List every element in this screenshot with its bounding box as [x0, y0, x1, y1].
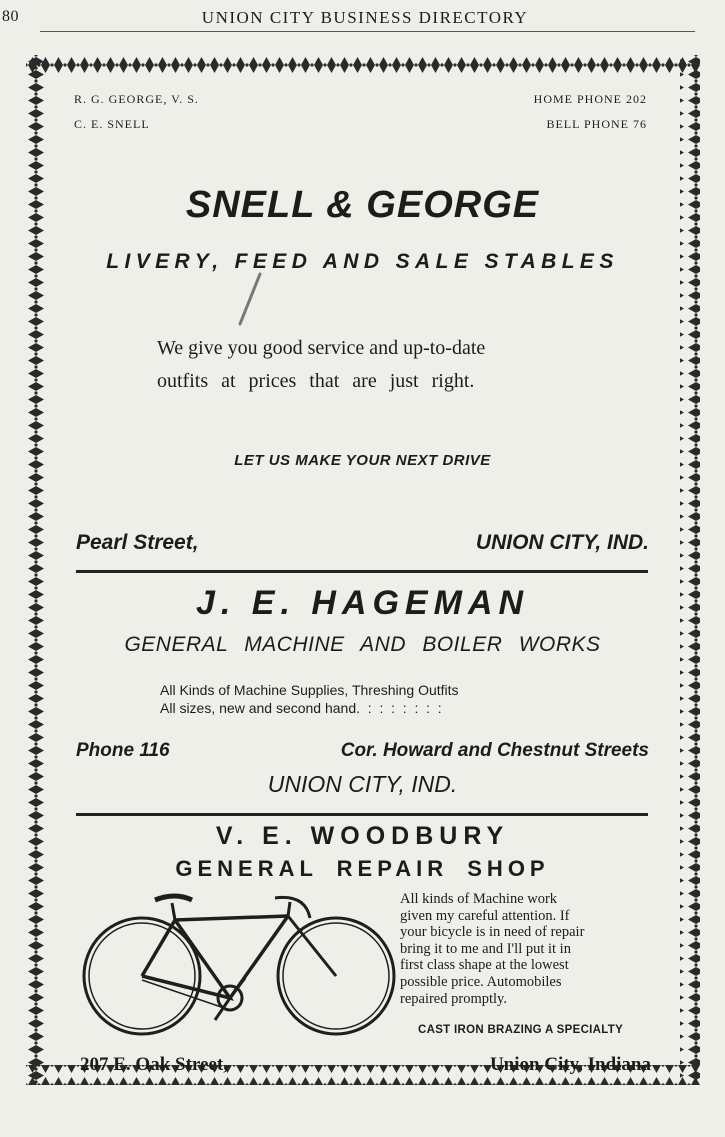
- proprietor-2: C. E. SNELL: [74, 117, 150, 131]
- ad3-body: [400, 891, 660, 1007]
- ad2-body-line2: All sizes, new and second hand. : : : : : : :: [160, 700, 442, 716]
- ad1-body-line2: outfits at prices that are just right.: [157, 370, 475, 392]
- ad3-body-line: bring it to me and I'll put it in: [400, 940, 571, 957]
- ad3-title: V. E. WOODBURY: [215, 822, 510, 850]
- ad3-body-line: possible price. Automobiles: [400, 973, 562, 990]
- header-rule: [40, 31, 695, 32]
- home-phone: HOME PHONE 202: [533, 92, 647, 106]
- ad2-title: J. E. HAGEMAN: [195, 584, 530, 622]
- running-head: UNION CITY BUSINESS DIRECTORY: [201, 8, 529, 27]
- divider-2: [76, 813, 648, 816]
- ad3-body-line: first class shape at the lowest: [400, 957, 569, 974]
- ad1-subtitle: LIVERY, FEED AND SALE STABLES: [106, 250, 619, 273]
- ad2-city: UNION CITY, IND.: [267, 771, 458, 797]
- ad2-phone: Phone 116: [76, 740, 170, 761]
- page-number: 80: [2, 8, 19, 25]
- bell-phone: BELL PHONE 76: [546, 117, 647, 131]
- ad2-subtitle: GENERAL MACHINE AND BOILER WORKS: [124, 633, 601, 656]
- ad3-address-street: 207 E. Oak Street,: [80, 1054, 228, 1075]
- ad1-slogan: LET US MAKE YOUR NEXT DRIVE: [234, 452, 491, 469]
- ad3-subtitle: GENERAL REPAIR SHOP: [175, 856, 550, 881]
- ad1-address-city: UNION CITY, IND.: [475, 531, 649, 554]
- ad3-address-city: Union City, Indiana: [489, 1054, 651, 1075]
- ad3-specialty: CAST IRON BRAZING A SPECIALTY: [418, 1024, 624, 1036]
- page-header: [0, 6, 700, 30]
- ad1-body-line1: We give you good service and up-to-date: [157, 337, 486, 359]
- ad1-title: SNELL & GEORGE: [185, 184, 540, 226]
- ad3-body-line: given my careful attention. If: [400, 907, 570, 924]
- ad2-corner: Cor. Howard and Chestnut Streets: [340, 740, 649, 761]
- divider-1: [76, 570, 648, 573]
- ad2-body-line1: All Kinds of Machine Supplies, Threshing Outfits: [160, 682, 459, 698]
- proprietor-1: R. G. GEORGE, V. S.: [74, 92, 199, 106]
- ad1-address-street: Pearl Street,: [76, 531, 199, 554]
- bicycle-illustration: [80, 888, 400, 1048]
- ad3-body-line: your bicycle is in need of repair: [400, 924, 585, 941]
- pencil-mark: [230, 270, 270, 330]
- ad3-body-line: repaired promptly.: [400, 990, 507, 1007]
- ad3-body-line: All kinds of Machine work: [400, 891, 558, 907]
